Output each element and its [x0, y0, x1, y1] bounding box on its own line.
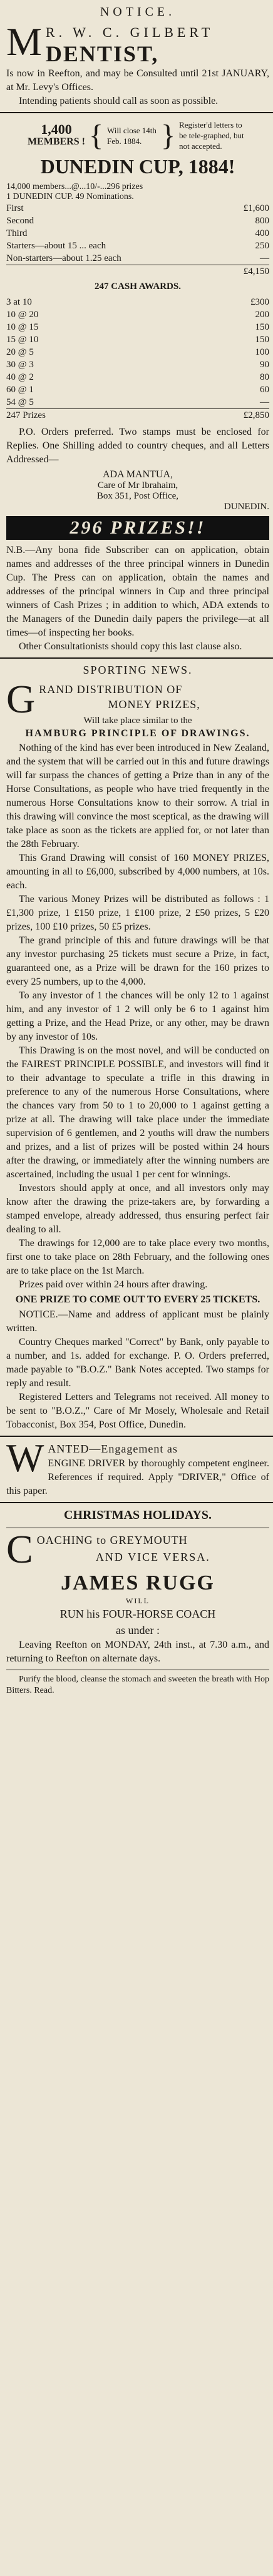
proprietor-name: JAMES RUGG	[61, 1571, 215, 1595]
sporting-para: Prizes paid over within 24 hours after drawing.	[19, 1279, 208, 1290]
members-label: MEMBERS !	[27, 136, 85, 147]
dropcap-m: M	[6, 19, 42, 64]
dropcap-c: C	[6, 1527, 33, 1571]
cash-row: 3 at 10 £300	[6, 297, 269, 307]
coach-head-2: AND VICE VERSA.	[95, 1551, 210, 1563]
one-prize: ONE PRIZE TO COME OUT TO EVERY 25 TICKETS.	[15, 1294, 260, 1305]
prize-row: Starters—about 15 ... each 250	[6, 241, 269, 251]
notice-para: NOTICE.—Name and address of applicant must be plainly written.	[6, 1309, 269, 1334]
brace-icon: {	[88, 118, 103, 152]
prize-row: First £1,600	[6, 203, 269, 213]
xmas-title: CHRISTMAS HOLIDAYS.	[64, 1508, 212, 1522]
other-consultationists: Other Consultationists should copy this last clause also.	[19, 641, 242, 652]
sporting-news-ad	[0, 664, 273, 1432]
cash-row: 15 @ 10 150	[6, 335, 269, 345]
cash-awards-list	[6, 296, 269, 422]
cash-row: 54 @ 5 —	[6, 396, 269, 409]
dunedin-cup-ad	[0, 119, 273, 654]
sporting-para: The drawings for 12,000 are to take place every two months, first one to take place on 28th February, and the following ones are to take place on the 1st March.	[6, 1238, 269, 1276]
box-address: Box 351, Post Office,	[96, 491, 179, 501]
sporting-para: To any investor of 1 the chances will be only 12 to 1 against him, and any investor of 1 2 will only be 6 to 1 against him getting a Prize, and the Head Prize, or any other, may be drawn by any investor of 10s.	[6, 990, 269, 1042]
prize-row: Third 400	[6, 228, 269, 238]
cash-row: 40 @ 2 80	[6, 372, 269, 382]
cup-title: DUNEDIN CUP, 1884!	[40, 155, 235, 178]
notice-title: NOTICE.	[100, 5, 176, 19]
dropcap-g: G	[6, 677, 36, 721]
dropcap-w: W	[6, 1436, 44, 1480]
sporting-para: This Drawing is on the most novel, and will be conducted on the FAIREST PRINCIPLE POSSIBLE, and investors will find it to their advantage to speculate a trifle in this drawing in preference to any of the numerous Horse Consultations, where the chances vary from 50 to 1 to 20,000 to 1 against getting a prize at all. The drawing will take place under the immediate supervision of 6 gentlemen, and 2 youths will draw the numbers and prizes, and a list of prizes will be posted within 24 hours after the drawing, or immediately after the winning numbers are ascertained, including the usual 1 per cent for winnings.	[6, 1045, 269, 1180]
dentist-heading	[6, 19, 269, 67]
coach-head-1: OACHING to GREYMOUTH	[36, 1534, 188, 1546]
wanted-head-1: ANTED—Engagement as	[48, 1443, 178, 1455]
wanted-ad	[0, 1436, 273, 1498]
cash-row: 10 @ 15 150	[6, 322, 269, 332]
prize-row: Second 800	[6, 216, 269, 226]
registered-note: Register'd letters to be tele-graphed, but not accepted.	[179, 120, 244, 151]
wanted-head-2: ENGINE DRIVER by thoroughly competent engineer. References if required. Apply "DRIVER," Office of this paper.	[6, 1458, 269, 1496]
dentist-notice	[0, 5, 273, 108]
members-count: 1,400	[41, 121, 72, 137]
nb-text: N.B.—Any bona fide Subscriber can on application, obtain names and addresses of the three principal winners in Dunedin Cup. The Press can on application, obtain the names and addresses of the principal winners in Cup and three principal winners of Cash Prizes ; in addition to which, ADA extends to the Managers of the Dunedin daily papers the privilege—at all times—of inspecting her books.	[6, 545, 269, 638]
addressee: ADA MANTUA,	[103, 469, 173, 480]
cash-total: 247 Prizes £2,850	[6, 410, 269, 420]
dentist-profession: DENTIST,	[45, 41, 159, 66]
cash-row: 30 @ 3 90	[6, 360, 269, 370]
country-cheques: Country Cheques marked "Correct" by Bank, only payable to a number, and 1s. added for exchange. P. O. Orders preferred, made payable to "B.O.Z." Bank Notes accepted. Two stamps for reply and result.	[6, 1337, 269, 1389]
divider	[0, 1502, 273, 1503]
members-count-block	[28, 123, 85, 148]
cup-prize-list	[6, 202, 269, 278]
po-orders: P.O. Orders preferred. Two stamps must be enclosed for Replies. One Shilling added to country cheques, and all Letters Addressed—	[6, 427, 269, 465]
divider	[0, 112, 273, 113]
grand-head-2: MONEY PRIZES,	[108, 698, 200, 711]
sporting-title: SPORTING NEWS.	[83, 664, 193, 676]
cup-sub: 1 DUNEDIN CUP. 49 Nominations.	[6, 192, 134, 201]
members-line: 14,000 members...@...10/-...296 prizes	[6, 182, 143, 191]
will-close: Will close 14th Feb. 1884.	[107, 125, 157, 146]
hop-bitters-footer: Purify the blood, cleanse the stomach and sweeten the breath with Hop Bitters. Read.	[6, 1675, 269, 1695]
cash-row: 10 @ 20 200	[6, 310, 269, 320]
sporting-para: Investors should apply at once, and all investors only may know after the drawing the prize-takers are, by forwarding a stamped envelope, already addressed, thus ensuring perfect fair dealing to all.	[6, 1183, 269, 1235]
brace-icon: }	[161, 118, 176, 152]
prize-pool-total: £4,150	[243, 266, 269, 276]
grand-head-1: RAND DISTRIBUTION OF	[39, 683, 183, 696]
dentist-name: R. W. C. GILBERT	[45, 24, 214, 40]
as-under: as under :	[116, 1624, 160, 1636]
coach-ad	[0, 1508, 273, 1696]
sporting-para: This Grand Drawing will consist of 160 MONEY PRIZES, amounting in all to £6,000, subscribed by 4,000 numbers, at 10s. each.	[6, 853, 269, 891]
prize-row: Non-starters—about 1.25 each —	[6, 252, 269, 265]
hamburg-principle: HAMBURG PRINCIPLE OF DRAWINGS.	[25, 728, 250, 739]
sporting-para: The various Money Prizes will be distributed as follows : 1 £1,300 prize, 1 £150 prize, 1 £100 prize, 2 £50 prizes, 5 £20 prizes, 100 £10 prizes, 50 £5 prizes.	[6, 894, 269, 932]
registered-letters: Registered Letters and Telegrams not received. All money to be sent to "B.O.Z.," Care of Mr Mosely, Wholesale and Retail Tobacconist, Box 354, Post Office, Dunedin.	[6, 1392, 269, 1430]
care-of: Care of Mr Ibrahaim,	[97, 480, 178, 490]
cash-row: 20 @ 5 100	[6, 347, 269, 357]
dentist-para-2: Intending patients should call as soon as possible.	[19, 96, 219, 106]
run-coach: RUN his FOUR-HORSE COACH	[59, 1608, 216, 1620]
city: DUNEDIN.	[224, 502, 269, 512]
cash-row: 60 @ 1 60	[6, 385, 269, 395]
sporting-para: The grand principle of this and future drawings will be that any investor purchasing 25 tickets must secure a Prize, in fact, guaranteed one, as a Prize will be drawn for the 160 prizes to every 25 numbers, up to the 4,000.	[6, 935, 269, 987]
members-box	[6, 119, 269, 151]
cash-awards-title: 247 CASH AWARDS.	[95, 281, 181, 292]
dentist-para-1: Is now in Reefton, and may be Consulted until 21st JANUARY, at Mr. Levy's Offices.	[6, 68, 269, 93]
divider	[0, 657, 273, 659]
coach-schedule: Leaving Reefton on MONDAY, 24th inst., at 7.30 a.m., and returning to Reefton on alternate days.	[6, 1640, 269, 1664]
will-take: Will take place similar to the	[83, 716, 192, 726]
prizes-banner: 296 PRIZES!!	[6, 516, 269, 540]
sporting-para: Nothing of the kind has ever been introduced in New Zealand, and the system that will be carried out in this and future drawings will far surpass the chances of getting a Prize than in any of the Horse Consultations, as people who have tried frequently in the numerous Horse Consultations know to their sorrow. A trial in this drawing will convince the most sceptical, as the drawing will take place as soon as the tickets are applied for, or not later than the 28th February.	[6, 743, 269, 849]
will-label: WILL	[126, 1596, 150, 1605]
